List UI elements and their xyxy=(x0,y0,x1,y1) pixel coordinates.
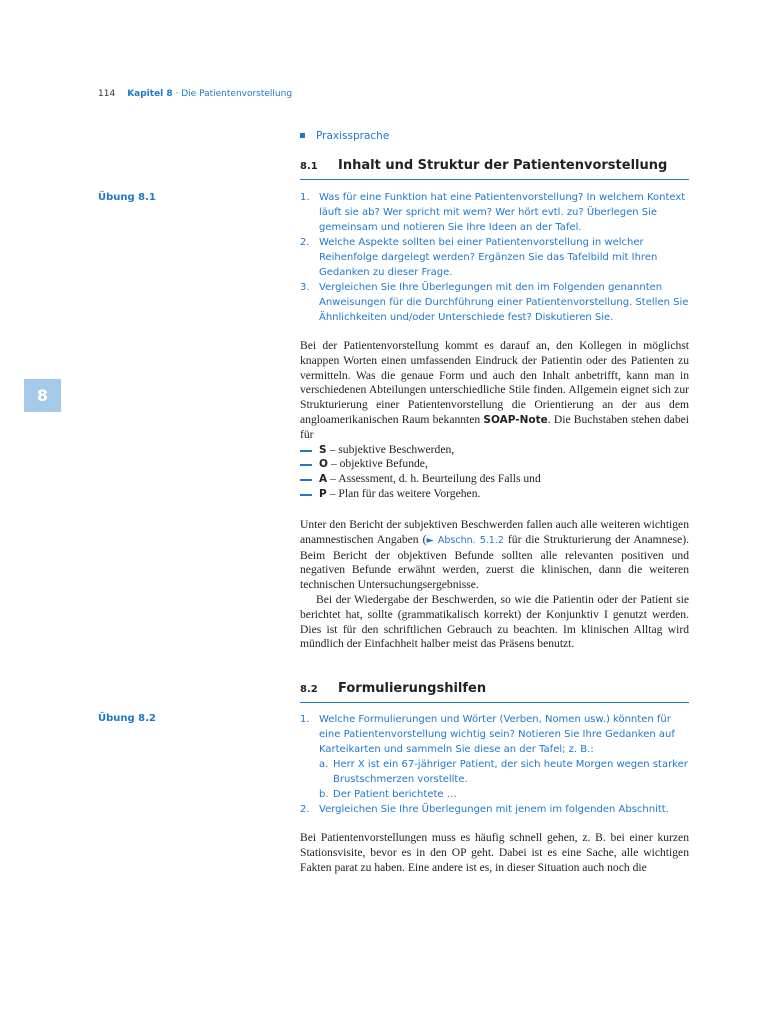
sub-list-item xyxy=(300,757,689,787)
section-number: 8.1 xyxy=(300,161,318,172)
list-marker: 2. xyxy=(300,237,310,248)
soap-text: – subjektive Beschwerden, xyxy=(329,442,455,456)
body-text-8-1-cont xyxy=(300,518,689,652)
sub-list-item xyxy=(300,787,689,802)
exercise-label-8-1: Übung 8.1 xyxy=(98,192,156,203)
sub-task-text: Herr X ist ein 67-jähriger Patient, der sich heute Morgen wegen starker Brustschmerzen vorstellte. xyxy=(333,759,688,785)
list-item xyxy=(300,280,689,325)
section-title: Formulierungshilfen xyxy=(338,681,487,696)
exercise-label-8-2: Übung 8.2 xyxy=(98,713,156,724)
dash-bullet-icon xyxy=(300,494,312,496)
paragraph: Bei der Wiedergabe der Beschwerden, so wie die Patientin oder der Patient sie berichtet hat, sollte (grammatikalisch korrekt) der Konjunktiv I genutzt werden. Dies ist für den schriftlichen Gebrauch zu beachten. Im klinischen Alltag wird mündlich der Einfachheit halber meist das Präsens benutzt. xyxy=(300,592,689,651)
cross-reference-link[interactable]: ► Abschn. 5.1.2 xyxy=(426,534,504,546)
praxis-label-text: Praxissprache xyxy=(316,130,390,142)
dash-bullet-icon xyxy=(300,450,312,452)
list-item xyxy=(300,235,689,280)
list-marker: 1. xyxy=(300,192,310,203)
soap-item xyxy=(300,457,689,472)
exercise-list-8-2 xyxy=(300,712,689,817)
task-text: Vergleichen Sie Ihre Überlegungen mit jenem im folgenden Abschnitt. xyxy=(319,804,669,815)
text-run: für die Strukturierung der Anamnese). Beim Bericht der objektiven Befunde sollten alle relevanten positiven und negativen Befunde erwähnt werden, zuerst die klinischen, dann die weiteren technischen Untersuchungsergebnisse. xyxy=(300,532,690,592)
soap-item xyxy=(300,472,689,487)
chapter-title: · Die Patientenvorstellung xyxy=(172,89,293,99)
paragraph xyxy=(300,339,689,443)
dash-bullet-icon xyxy=(300,479,312,481)
list-item xyxy=(300,190,689,235)
list-marker: 1. xyxy=(300,714,310,725)
body-text-8-2 xyxy=(300,831,689,875)
soap-term: SOAP-Note xyxy=(483,413,548,426)
soap-letter: S xyxy=(319,443,327,456)
task-text: Welche Aspekte sollten bei einer Patientenvorstellung in welcher Reihenfolge dargelegt werden? Ergänzen Sie das Tafelbild mit Ihren Gedanken zu dieser Frage. xyxy=(319,237,658,278)
soap-text: – Assessment, d. h. Beurteilung des Falls und xyxy=(330,472,541,486)
text-run: Unter den Bericht der subjektiven Beschwerden fallen auch alle weiteren wichtigen anamnestischen Angaben ( xyxy=(300,518,689,546)
soap-text: – Plan für das weitere Vorgehen. xyxy=(329,486,481,500)
paragraph: Bei Patientenvorstellungen muss es häufig schnell gehen, z. B. bei einer kurzen Stationsvisite, bevor es in den OP geht. Dabei ist es eine Sache, alle wichtigen Fakten parat zu haben. Eine andere ist es, in dieser Situation auch noch die xyxy=(300,831,689,874)
list-marker: 3. xyxy=(300,282,310,293)
list-marker: b. xyxy=(319,789,329,800)
list-marker: 2. xyxy=(300,804,310,815)
running-header xyxy=(98,89,292,99)
soap-letter: O xyxy=(319,458,328,471)
page-number: 114 xyxy=(98,89,116,99)
praxis-label xyxy=(300,130,389,142)
task-text: Welche Formulierungen und Wörter (Verben, Nomen usw.) könnten für eine Patientenvorstellung wichtig sein? Notieren Sie Ihre Gedanken auf Karteikarten und sammeln Sie diese an der Tafel; z. B.: xyxy=(319,714,675,755)
section-number: 8.2 xyxy=(300,684,318,695)
section-heading-8-1 xyxy=(300,154,689,180)
paragraph xyxy=(300,518,689,593)
text-run: . Die Buchstaben stehen dabei für xyxy=(300,412,689,441)
body-text-8-1 xyxy=(300,339,689,502)
task-text: Vergleichen Sie Ihre Überlegungen mit den im Folgenden genannten Anweisungen für die Durchführung einer Patientenvorstellung. Stellen Sie Ähnlichkeiten und/oder Unterschiede fest? Diskutieren Sie. xyxy=(319,282,689,323)
text-run: Bei der Patientenvorstellung kommt es darauf an, den Kollegen in möglichst knappen Worten einen umfassenden Eindruck der Patientin oder des Patienten zu vermitteln. Was die genaue Form und auch den Inhalt anbetrifft, kann man in verschiedenen Abteilungen unterschiedliche Stile finden. Allgemein eignet sich zur Strukturierung einer Patientenvorstellung die Orientierung an der aus dem angloamerikanischen Raum bekannten xyxy=(300,339,689,426)
soap-letter: A xyxy=(319,473,328,486)
soap-item xyxy=(300,443,689,458)
soap-text: – objektive Befunde, xyxy=(330,457,428,471)
section-heading-8-2 xyxy=(300,677,689,703)
list-item xyxy=(300,802,689,817)
chapter-label: Kapitel 8 xyxy=(127,89,173,99)
sub-task-text: Der Patient berichtete … xyxy=(333,789,457,800)
dash-bullet-icon xyxy=(300,464,312,466)
soap-item xyxy=(300,487,689,502)
exercise-list-8-1 xyxy=(300,190,689,325)
soap-letter: P xyxy=(319,487,327,500)
list-marker: a. xyxy=(319,759,329,770)
chapter-thumb-index: 8 xyxy=(24,379,61,412)
task-text: Was für eine Funktion hat eine Patientenvorstellung? In welchem Kontext läuft sie ab? Wer spricht mit wem? Wer hört evtl. zu? Überlegen Sie gemeinsam und notieren Sie Ihre Ideen an der Tafel. xyxy=(319,192,686,233)
square-bullet-icon xyxy=(300,133,305,138)
list-item xyxy=(300,712,689,757)
section-title: Inhalt und Struktur der Patientenvorstellung xyxy=(338,158,668,173)
